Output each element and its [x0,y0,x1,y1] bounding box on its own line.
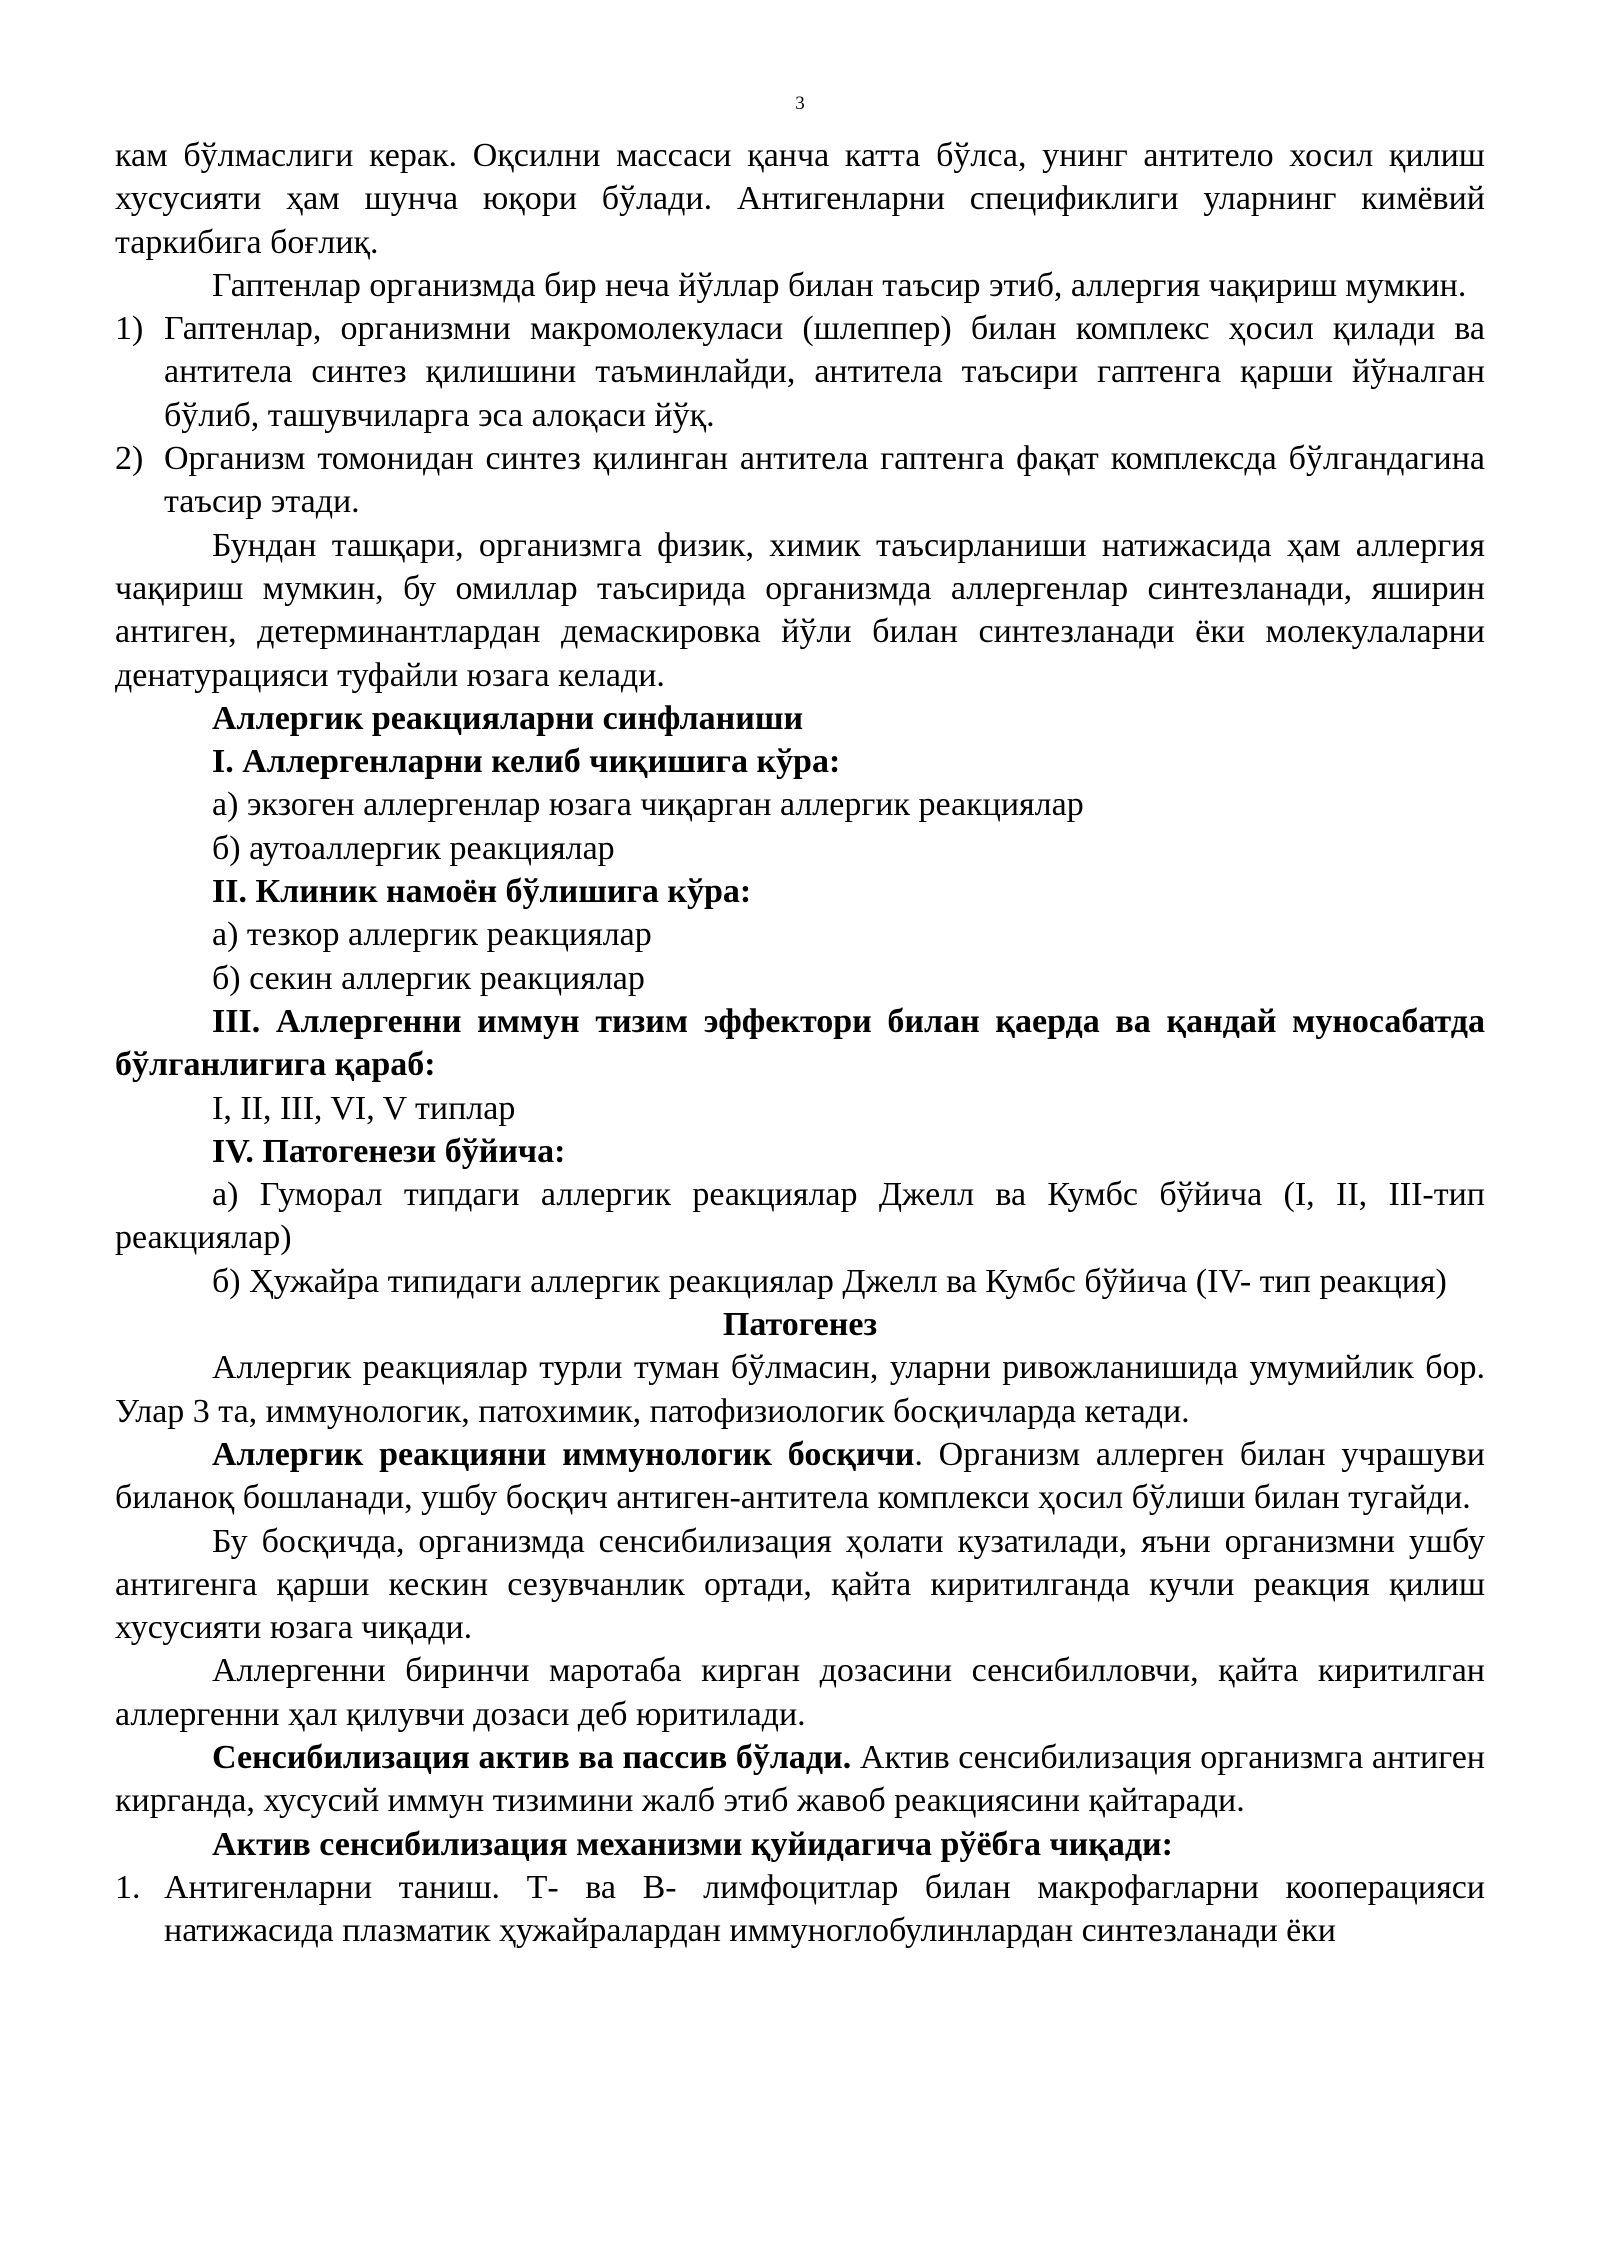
page-body [115,134,1485,1952]
list-item: а) Гуморал типдаги аллергик реакциялар Джелл ва Кумбс бўйича (I, II, III-тип реакциялар) [115,1176,1485,1257]
bold-term: Аллергик реакцияни иммунологик босқичи [212,1435,915,1473]
paragraph: Бундан ташқари, организмга физик, химик таъсирланиши натижасида ҳам аллергия чақириш мумкин, бу омиллар таъсирида организмда аллергенлар синтезланади, яширин антиген, детерминантлардан демаскировка йўли билан синтезланади ёки молекулаларни денатурацияси туфайли юзага келади. [115,526,1485,694]
list-text: Организм томонидан синтез қилинган антитела гаптенга фақат комплексда бўлгандагина таъсир этади. [164,440,1485,521]
list-number: 1) [115,310,144,348]
bold-term: Сенсибилизация актив ва пассив бўлади. [212,1738,852,1776]
numbered-list-item [115,1866,1485,1953]
paragraph-text: . Организм аллерген билан учрашуви биланоқ бошланади, ушбу босқич антиген-антитела комплекси ҳосил бўлиши билан тугайди. [115,1435,1486,1517]
paragraph: Аллергик реакциялар турли туман бўлмасин, уларни ривожланишида умумийлик бор. Улар 3 та, иммунологик, патохимик, патофизиологик босқичларда кетади. [115,1349,1485,1430]
subsection-heading: I. Аллергенларни келиб чиқишига кўра: [212,743,841,781]
section-heading: Актив сенсибилизация механизми қуйидагича рўёбга чиқади: [212,1825,1173,1863]
paragraph: Аллергенни биринчи маротаба кирган дозасини сенсибилловчи, қайта киритилган аллергенни ҳал қилувчи дозаси деб юритилади. [115,1652,1485,1733]
subsection-heading: II. Клиник намоён бўлишига кўра: [212,873,752,911]
numbered-list-item [115,307,1485,437]
list-number: 1. [115,1868,141,1906]
subsection-heading: IV. Патогенези бўйича: [212,1132,566,1170]
list-item: б) Ҳужайра типидаги аллергик реакциялар Джелл ва Кумбс бўйича (IV- тип реакция) [212,1262,1447,1300]
section-heading: Аллергик реакцияларни синфланиши [212,699,804,737]
list-text: Антигенларни таниш. Т- ва В- лимфоцитлар билан макрофагларни кооперацияси натижасида плазматик ҳужайралардан иммуноглобулинлардан синтезланади ёки [164,1868,1485,1950]
list-number: 2) [115,440,144,478]
list-text: Гаптенлар, организмни макромолекуласи (шлеппер) билан комплекс ҳосил қилади ва антитела синтез қилишини таъминлайди, антитела таъсири гаптенга қарши йўналган бўлиб, ташувчиларга эса алоқаси йўқ. [164,310,1485,434]
paragraph [115,1433,1485,1520]
list-item: б) секин аллергик реакциялар [212,959,645,997]
page-number: 3 [795,93,805,114]
paragraph-text: Актив сенсибилизация организмга антиген кирганда, хусусий иммун тизимини жалб этиб жавоб реакциясини қайтаради. [115,1738,1485,1820]
subsection-heading: III. Аллергенни иммун тизим эффектори билан қаерда ва қандай муносабатда бўлганлигига қараб: [115,1002,1485,1084]
paragraph: Гаптенлар организмда бир неча йўллар билан таъсир этиб, аллергия чақириш мумкин. [212,266,1467,304]
section-heading: Патогенез [722,1306,878,1344]
list-item: а) тезкор аллергик реакциялар [212,916,652,954]
list-item: I, II, III, VI, V типлар [212,1089,516,1127]
list-item: б) аутоаллергик реакциялар [212,829,615,867]
list-item: а) экзоген аллергенлар юзага чиқарган аллергик реакциялар [212,786,1084,824]
numbered-list-item [115,437,1485,524]
paragraph: Бу босқичда, организмда сенсибилизация ҳолати кузатилади, яъни организмни ушбу антигенга қарши кескин сезувчанлик ортади, қайта киритилганда кучли реакция қилиш хусусияти юзага чиқади. [115,1522,1485,1647]
paragraph [115,1736,1485,1823]
paragraph: кам бўлмаслиги керак. Оқсилни массаси қанча катта бўлса, унинг антитело хосил қилиш хусусияти ҳам шунча юқори бўлади. Антигенларни спецификлиги уларнинг кимёвий таркибига боғлиқ. [115,137,1485,261]
